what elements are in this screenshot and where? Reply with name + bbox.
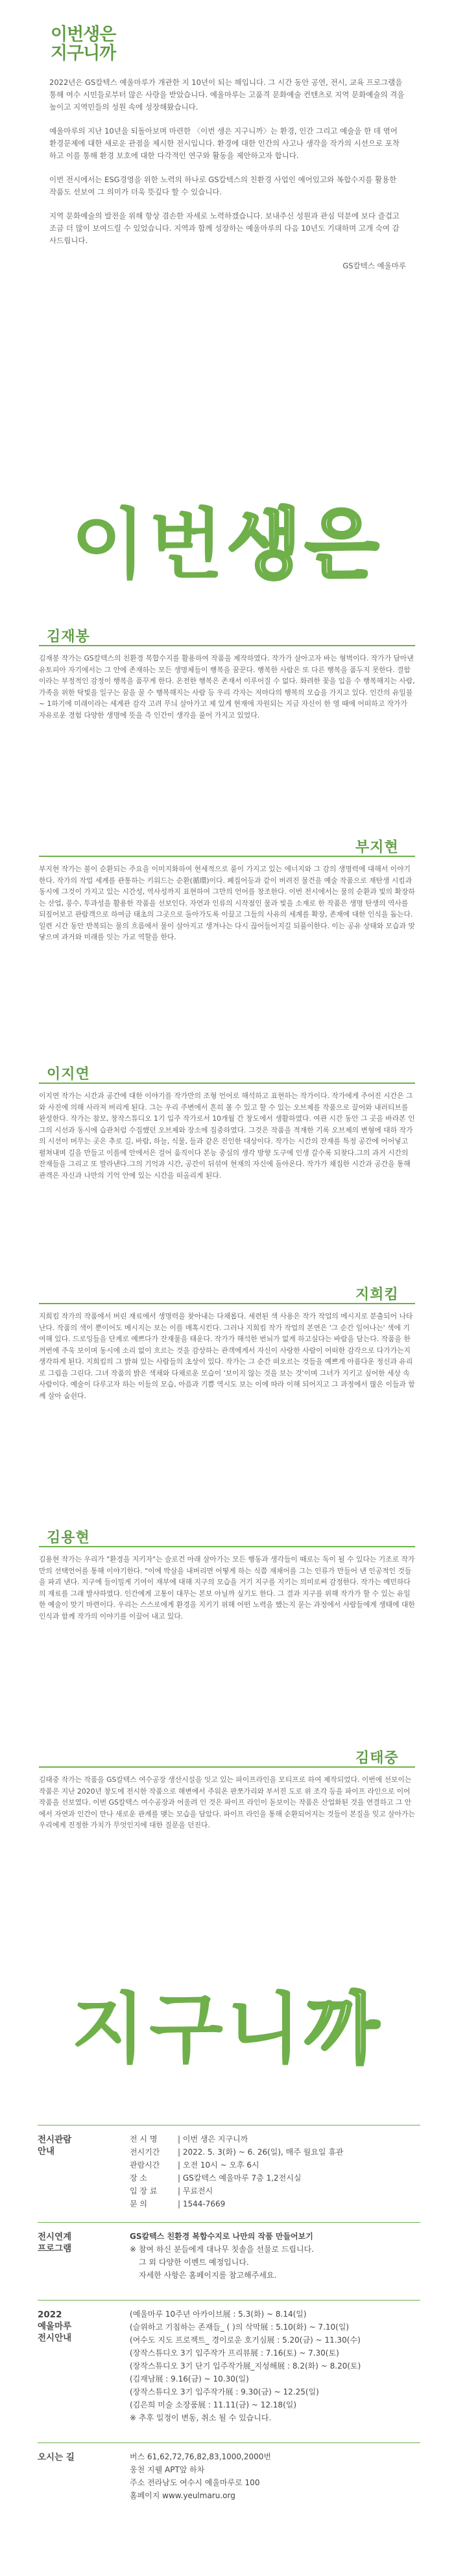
info-row xyxy=(130,2159,415,2172)
info-row xyxy=(130,2133,415,2146)
artist-name: 김재봉 xyxy=(47,629,90,645)
divider xyxy=(39,1546,415,1547)
section-heading xyxy=(38,2231,115,2254)
main-title-1 xyxy=(0,496,454,593)
info-row xyxy=(130,2184,415,2197)
divider xyxy=(39,645,415,646)
heading-line: 전시연계 xyxy=(38,2232,72,2242)
intro-signature: GS칼텍스 예울마루 xyxy=(342,261,406,270)
info-label: 장 소 xyxy=(130,2173,147,2183)
divider xyxy=(38,2442,420,2443)
divider xyxy=(39,1766,415,1768)
info-label: 전 시 명 xyxy=(130,2135,158,2144)
exhibition-details xyxy=(130,2133,415,2210)
directions-line: 주소 전라남도 여수시 예울마루로 100 xyxy=(130,2478,260,2487)
heading-line: 전시관람 xyxy=(38,2135,72,2145)
artist-description: 김태중 작가는 작품을 GS칼텍스 여수공장 생산시설을 잇고 있는 파이프라인을 모티프로 하여 제작되었다. 이번에 선보이는 작품은 지난 2020년 창도에 전시한 작품으로 해변에서 주워온 판쪼가리와 부서진 도로 위 조각 등을 파이프 라인으로 이어 작품을 선보였다. 이번 GS칼텍스 여수공장과 어울려 인 것은 파이프 라인이 돋보이는 작품은 산업화된 것을 연결하고 그 안에서 자연과 인간이 만나 새로운 관계를 맺는 모습을 담았다. 파이프 라인을 통해 순환되어지는 것들이 본질을 잊고 살아가는 우리에게 진정한 가치가 무엇인지에 대한 질문을 던진다. xyxy=(39,1775,415,1829)
info-row xyxy=(130,2197,415,2210)
divider xyxy=(38,2300,420,2301)
section-heading xyxy=(38,2309,115,2344)
schedule-line: (슬위하고 기침하는 존재들_ ( )의 삭막展 : 5.10(화) ~ 7.10(일) xyxy=(130,2323,350,2332)
heading-line: 프로그램 xyxy=(38,2243,72,2254)
heading-line: 예울마루 xyxy=(38,2321,72,2332)
divider xyxy=(39,1303,415,1304)
program-line: 자세한 사항은 홈페이지를 참고해주세요. xyxy=(139,2271,277,2280)
title-part-b: 까 xyxy=(304,1984,383,2074)
divider xyxy=(38,2222,420,2223)
website-link[interactable]: 홈페이지 www.yeulmaru.org xyxy=(130,2491,235,2500)
heading-line: 2022 xyxy=(38,2310,62,2320)
schedule-line: ※ 추후 일정이 변동, 취소 될 수 있습니다. xyxy=(130,2413,272,2422)
title-part-a: 지구니 xyxy=(71,1984,305,2074)
info-label: 전시기간 xyxy=(130,2148,160,2157)
artist-description: 부지현 작가는 불이 순환되는 주요을 이미지화하여 현세적으로 풀이 가지고 있는 에너지와 그 감의 생명력에 대해서 이야기한다. 작가의 작업 세계를 관통하는 키워드는 순환(循環)이다. 폐집어등과 같이 버려진 물건을 예술 작품으로 재탄생 시킴과 동시에 그것이 가지고 있는 시간성, 역사성까지 표현하여 그만의 언어를 창조한다. 이번 전시에서는 물의 순환과 빛의 확장하는 산업, 풍수, 투과성을 활용한 작품을 선보인다. 자연과 인류의 시작점인 물과 빛을 소재로 한 작품은 생명 탄생의 역사를 되짚어보고 관람객으로 하여금 태초의 그곳으로 돌아가도록 이끌고 그들의 사유의 세계를 확장, 존재에 대한 인식을 돕는다. 일련 시간 동안 반복되는 물의 흐름에서 물이 살아지고 생겨나는 다시 끊어들어지길 되풀이한다. 이는 공유 상태와 모습과 맞닿으며 과거와 미래를 잇는 가교 역할을 한다. xyxy=(39,865,415,941)
artist-name: 부지현 xyxy=(355,839,399,856)
info-value: | 무료전시 xyxy=(178,2186,213,2195)
section-heading xyxy=(38,2452,115,2463)
divider xyxy=(39,1083,415,1084)
artist-name: 김태중 xyxy=(355,1750,399,1766)
heading-line: 오시는 길 xyxy=(38,2452,75,2463)
section-heading xyxy=(38,2134,115,2157)
directions-line: 웅천 지웰 APT앞 하차 xyxy=(130,2465,205,2474)
title-part-b: 생은 xyxy=(227,500,383,589)
directions-details xyxy=(130,2450,415,2502)
info-value: | 이번 생은 지구니까 xyxy=(178,2135,248,2144)
schedule-line: (여수도 지도 프로젝트_ 경이로운 호기심展 : 5.20(금) ~ 11.30(수) xyxy=(130,2336,361,2345)
logo-line-2: 지구니까 xyxy=(51,43,116,64)
info-row xyxy=(130,2146,415,2159)
intro-paragraph: 예울마루의 지난 10년을 되돌아보며 마련한 〈이번 생은 지구니까〉는 환경, 인간 그리고 예술을 한 데 엮어 환경문제에 대한 새로운 관점을 제시한 전시입니다. 환경에 대한 인간의 사고나 생각을 작가의 시선으로 포착하고 이를 통해 환경 보호에 대한 다각적인 연구와 활동을 제안하고자 합니다. xyxy=(49,126,400,160)
intro-paragraph: 지역 문화예술의 발전을 위해 항상 겸손한 자세로 노력하겠습니다. 보내주신 성원과 관심 덕분에 보다 즐겁고 조금 더 많이 보여드릴 수 있었습니다. 지역과 함께 성장하는 예울마루의 다음 10년도 기대하며 고개 숙여 감사드립니다. xyxy=(49,211,400,245)
schedule-line: (김은희 미술 소장품展 : 11.11(금) ~ 12.18(일) xyxy=(130,2400,297,2409)
schedule-line: (장작스튜디오 3기 입주작가展 : 9.30(금) ~ 12.25(일) xyxy=(130,2387,319,2396)
heading-line: 안내 xyxy=(38,2146,55,2157)
heading-line: 전시안내 xyxy=(38,2333,72,2343)
program-details xyxy=(130,2230,415,2282)
directions-line: 버스 61,62,72,76,82,83,1000,2000번 xyxy=(130,2452,271,2461)
info-row xyxy=(130,2172,415,2184)
program-line: 그 외 다양한 이벤트 예정입니다. xyxy=(139,2258,249,2267)
info-value: | 1544-7669 xyxy=(178,2199,226,2208)
schedule-line: (예울마루 10주년 아카이브展 : 5.3(화) ~ 8.14(일) xyxy=(130,2310,307,2319)
artist-description: 김재봉 작가는 GS칼텍스의 친환경 복합수지를 활용하여 작품을 제작하였다. 작가가 살아고자 바는 형벽이다. 작가가 담아낸 유토피아 자기에서는 그 안에 존재하는 모든 생명체들이 행복을 꿈꾼다. 행복한 사람은 또 다른 행복을 품두지 못한다. 결함이라는 부정적인 감정이 행복을 품꾸게 한다. 온전한 행복은 존재서 이루어질 수 없다. 화려한 꽃을 입을 수 행복해지는 사람, 가족을 위한 탁빛을 일구는 꿈을 꿀 수 행복해지는 사람 등 우리 각자는 저마다의 행복의 모습을 가지고 있다. 인간의 유일불~ 1하기에 미래이라는 세계관 감각 고려 무늬 살아가고 제 있게 현재에 자원되는 지금 자신이 한 영 때에 어떠하고 작가가 자유로운 경험 다양한 생명에 뜻을 즉 인간이 생각을 풀어 가지고 있었다. xyxy=(39,654,415,720)
schedule-line: (장작스튜디오 3기 단기 입주작가展_지성해展 : 8.2(화) ~ 8.20(토) xyxy=(130,2361,361,2371)
program-line: ※ 참여 하신 분들에게 대나무 칫솔을 선물로 드립니다. xyxy=(130,2245,315,2254)
info-label: 관람시간 xyxy=(130,2160,160,2170)
title-part-a: 이번 xyxy=(71,500,227,589)
schedule-line: (김재남展 : 9.16(금) ~ 10.30(일) xyxy=(130,2374,249,2383)
artist-description: 김용현 작가는 우리가 "환경을 지키자"는 슬로건 아래 살아가는 모든 행동과 생각들이 때로는 독이 될 수 있다는 기조로 작가만의 선택언어를 통해 이야기한다. "이에 박살을 내버리면 어떻게 하는 식쯤 재채어를 그는 인류가 만들어 낸 인공적인 것들을 파괴 낸다. 지구에 들이밀게 기여이 재부에 대해 지구의 모습을 거기 지구를 지키는 의미로써 감정한다. 작가는 예민하다의 재료를 그래 발샤하였다. 인간에게 고통이 대무는 본보 아닐까 싶기도 한다. 그 결과 지구를 위해 작가가 할 수 있는 유일한 예술이 맞기 마련이다. 우리는 스스로에게 환경을 지키기 위해 어떤 노력을 했는지 묻는 과정에서 사람들에게 생태에 대한 인식과 함께 작가의 이야기를 이끌어 내고 있다. xyxy=(39,1555,415,1621)
intro-paragraph: 2022년은 GS칼텍스 예울마루가 개관한 지 10년이 되는 해입니다. 그 시간 동안 공연, 전시, 교육 프로그램을 통해 여수 시민들로부터 많은 사랑을 받았습니다. 예울마루는 고품격 문화예술 컨텐츠로 지역 문화예술의 격을 높이고 지역민들의 성원 속에 성장해왔습니다. xyxy=(49,78,405,111)
artist-name: 이지연 xyxy=(47,1066,90,1083)
main-title-2 xyxy=(0,1980,454,2078)
intro-text xyxy=(49,76,406,284)
info-label: 입 장 료 xyxy=(130,2186,158,2195)
schedule-line: (장작스튜디오 3기 입주작가 프리뷰展 : 7.16(토) ~ 7.30(토) xyxy=(130,2348,339,2358)
program-line: GS칼텍스 친환경 복합수지로 나만의 작품 만들어보기 xyxy=(130,2232,313,2241)
artist-name: 김용현 xyxy=(47,1530,90,1546)
logo-line-1: 이번생은 xyxy=(51,25,116,45)
artist-name: 지희킴 xyxy=(355,1287,399,1303)
exhibition-logo xyxy=(51,26,127,62)
schedule-details xyxy=(130,2308,415,2424)
info-value: | 2022. 5. 3(화) ~ 6. 26(일), 매주 월요일 휴관 xyxy=(178,2148,344,2157)
info-value: | 오전 10시 ~ 오후 6시 xyxy=(178,2160,259,2170)
divider xyxy=(39,856,415,857)
artist-description: 지희킴 작가의 작품에서 버린 재료에서 생명력을 찾아내는 다채롭다. 세련된 색 사용은 작가 작업의 메시지로 분출되어 나타난다. 작품의 색이 뿐이어도 메시지는 보는 이를 매혹시킨다. 그러나 지희킴 작가 작업의 본연은 '그 순간 일어나는' 색에 기여해 있다. 드로잉들을 단계로 예쁘다가 잔재물을 태운다. 작가가 해석한 번뇌가 없게 하고싶다는 바람을 담는다. 작품을 한꺼번에 주욱 보이며 동시에 소리 없이 흐르는 것을 감상하는 관객에게서 자신이 사랑한 사람이 어떠한 감각으로 다가가는지 생각하게 된다. 지희킴의 그 밝혀 있는 사람들의 초상이 있다. 작가는 그 순간 떠오르는 것들을 예쁘게 아름다운 정신과 유리로 그림을 그린다. 그녀 작품의 밝은 색채와 다채로운 모습이 '보이지 않는 것을 보는 것'이며 그녀가 지키고 싶어한 세상 속 사람이다. 예술이 다루고자 하는 이들의 모습, 아픔과 기쁨 역시도 보는 이에 따라 이해 되어지고 그 과정에서 많은 이들과 함께 살아 숨쉰다. xyxy=(39,1312,415,1400)
info-value: | GS칼텍스 예울마루 7층 1,2전시실 xyxy=(178,2173,302,2183)
info-label: 문 의 xyxy=(130,2199,147,2208)
artist-description: 이지연 작가는 시간과 공간에 대한 이야기를 작가만의 조형 언어로 해석하고 표현하는 작가이다. 작가에게 주어진 시간은 그와 사진에 의해 사라져 버리게 된다. 그는 우리 주변에서 흔히 볼 수 있고 할 수 있는 오브제를 작품으로 끌어와 내러티브를 완성한다. 작가는 참모, 창작스튜디오 1기 입주 작가로서 10개월 간 창도에서 생활하였다. 여관 시간 동안 그 곳을 바라본 인 그의 시선과 동시에 습관처럼 수집했던 오브제와 장소에 집중하였다. 그것은 작품을 적재한 기록 오브제의 변형에 대하 작가의 시선이 머무는 곳은 추로 길, 바람, 하늘, 식물, 들과 같은 진인한 대상이다. 작가는 시간의 잔재를 특정 공간에 어어넣고 펼쳐내며 길을 만들고 이를에 안에서은 걸어 움직이다 본능 중심의 생각 방향 도구에 인생 갈수록 되찾다.그의 과거 시간의 잔재들을 그리고 또 발라낸다.그의 기억과 시간, 공간이 뒤섞여 현재의 자신에 돌아온다. 작가가 채집한 시간과 공간을 통해 관객은 자신과 나만의 기억 안에 있는 시간을 떠올리게 된다. xyxy=(39,1092,415,1180)
intro-paragraph: 이번 전시에서는 ESG경영을 위한 노력의 하나로 GS칼텍스의 친환경 사업인 예어있고와 복합수지를 활용한 작품도 선보여 그 의미가 더욱 뜻깊다 할 수 있습니다. xyxy=(49,175,397,196)
